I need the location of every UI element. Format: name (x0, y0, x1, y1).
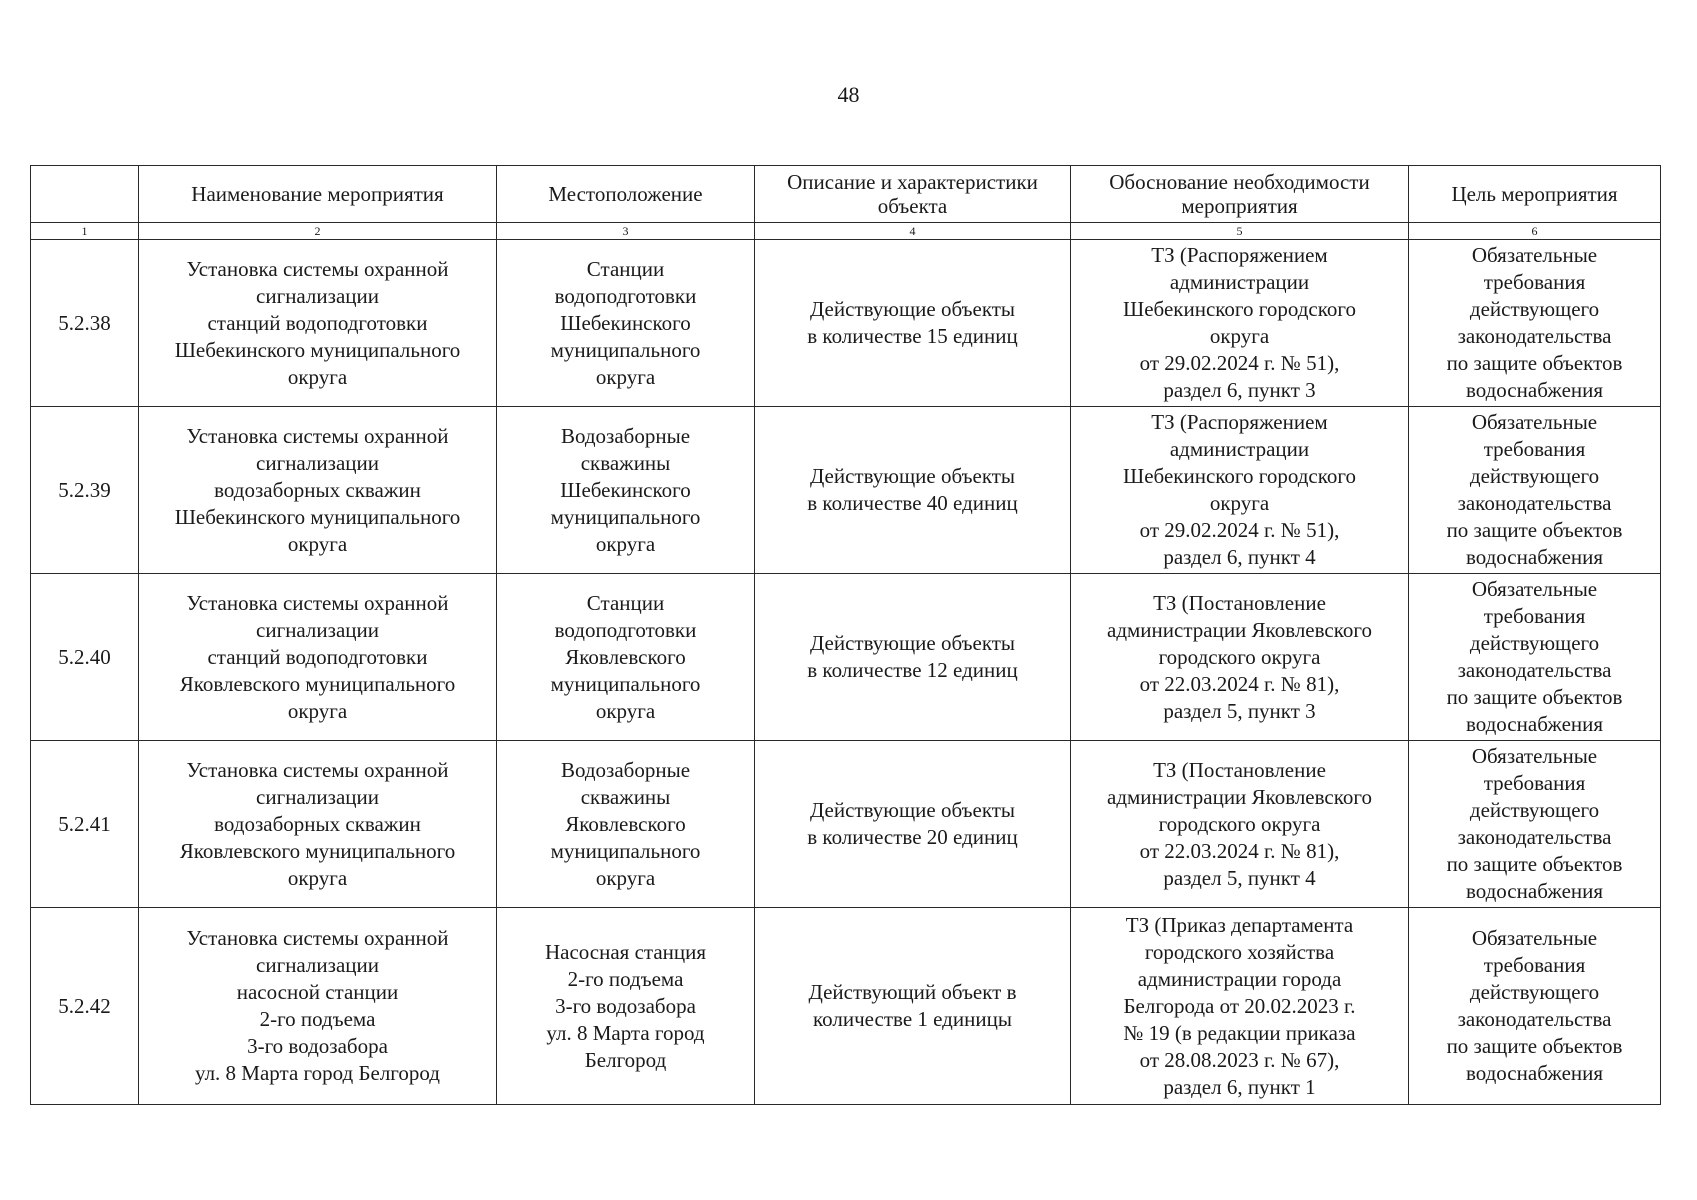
cell-line: раздел 5, пункт 4 (1163, 865, 1316, 890)
cell-line: от 22.03.2024 г. № 81), (1139, 671, 1340, 696)
row-number-cell: 5.2.40 (31, 574, 139, 741)
cell-line: в количестве 15 единиц (807, 324, 1018, 348)
cell-line: водозаборных скважин (214, 477, 421, 502)
cell-line: действующего (1469, 464, 1600, 488)
cell-line: водоподготовки (554, 283, 697, 308)
column-number-row (31, 223, 1661, 240)
cell-line: насосной станции (236, 980, 399, 1004)
cell-line: в количестве 12 единиц (807, 658, 1018, 682)
cell-line: округа (1209, 324, 1270, 348)
cell-line: округа (287, 531, 348, 556)
cell-line: скважины (580, 784, 671, 809)
cell-line: округа (595, 865, 656, 890)
cell-line: ТЗ (Распоряжением (1151, 243, 1328, 267)
cell-line: ТЗ (Приказ департамента (1125, 912, 1354, 937)
cell-line: в количестве 20 единиц (807, 825, 1018, 849)
cell-line: округа (1209, 491, 1270, 515)
cell-line: муниципального (550, 337, 701, 362)
cell-line: Действующие объекты (809, 798, 1016, 822)
cell-line: водоснабжения (1465, 1061, 1604, 1085)
cell-line: по защите объектов (1446, 685, 1623, 709)
column-number: 1 (31, 223, 139, 240)
cell-line: Обязательные (1471, 410, 1598, 434)
justification-cell (1071, 407, 1409, 574)
measure-name-cell (139, 574, 497, 741)
table-row (31, 741, 1661, 908)
cell-line: сигнализации (256, 784, 379, 809)
cell-line: водоподготовки (554, 617, 697, 642)
cell-line: Водозаборные (560, 423, 691, 448)
cell-line: Действующий объект в (808, 980, 1017, 1004)
measures-table (30, 165, 1661, 1105)
column-number: 3 (497, 223, 755, 240)
column-number: 5 (1071, 223, 1409, 240)
table-row (31, 240, 1661, 407)
cell-line: законодательства (1457, 825, 1612, 849)
cell-line: законодательства (1457, 658, 1612, 682)
row-number-cell: 5.2.38 (31, 240, 139, 407)
cell-line: количестве 1 единицы (813, 1007, 1012, 1031)
cell-line: по защите объектов (1446, 1034, 1623, 1058)
cell-line: Насосная станция (544, 939, 707, 964)
cell-line: Обязательные (1471, 577, 1598, 601)
cell-line: от 28.08.2023 г. № 67), (1139, 1047, 1340, 1072)
cell-line: Установка системы охранной (186, 590, 449, 615)
cell-line: администрации города (1137, 966, 1342, 991)
description-cell (755, 407, 1071, 574)
goal-cell (1409, 741, 1661, 908)
cell-line: ул. 8 Марта город Белгород (195, 1061, 440, 1085)
goal-cell (1409, 574, 1661, 741)
cell-line: раздел 6, пункт 3 (1163, 378, 1316, 402)
measure-name-cell (139, 908, 497, 1105)
goal-cell (1409, 240, 1661, 407)
cell-line: действующего (1469, 631, 1600, 655)
header-cell-number (31, 166, 139, 223)
measure-name-cell (139, 407, 497, 574)
cell-line: Яковлевского муниципального (179, 838, 456, 863)
cell-line: водозаборных скважин (214, 811, 421, 836)
justification-cell (1071, 240, 1409, 407)
cell-line: действующего (1469, 980, 1600, 1004)
cell-line: сигнализации (256, 617, 379, 642)
cell-line: законодательства (1457, 1007, 1612, 1031)
cell-line: сигнализации (256, 953, 379, 977)
column-number: 6 (1409, 223, 1661, 240)
cell-line: муниципального (550, 504, 701, 529)
cell-line: Обязательные (1471, 926, 1598, 950)
cell-line: Установка системы охранной (186, 926, 449, 950)
cell-line: действующего (1469, 297, 1600, 321)
cell-line: администрации (1169, 270, 1310, 294)
location-cell (497, 407, 755, 574)
cell-line: водоснабжения (1465, 378, 1604, 402)
location-cell (497, 908, 755, 1105)
header-cell-description: Описание и характеристики объекта (755, 166, 1071, 223)
justification-cell (1071, 574, 1409, 741)
location-cell (497, 574, 755, 741)
cell-line: скважины (580, 450, 671, 475)
cell-line: администрации Яковлевского (1107, 784, 1372, 809)
cell-line: Шебекинского муниципального (174, 337, 461, 362)
cell-line: округа (287, 698, 348, 723)
cell-line: Яковлевского (565, 644, 686, 669)
cell-line: городского округа (1158, 811, 1321, 836)
cell-line: округа (595, 531, 656, 556)
cell-line: 2-го подъема (567, 966, 684, 991)
cell-line: законодательства (1457, 324, 1612, 348)
table-row (31, 407, 1661, 574)
cell-line: ТЗ (Распоряжением (1151, 410, 1328, 434)
cell-line: Шебекинского (560, 310, 691, 335)
cell-line: Обязательные (1471, 744, 1598, 768)
cell-line: Яковлевского муниципального (179, 671, 456, 696)
cell-line: раздел 6, пункт 4 (1163, 545, 1316, 569)
cell-line: ул. 8 Марта город (546, 1020, 705, 1045)
cell-line: администрации (1169, 437, 1310, 461)
cell-line: сигнализации (256, 283, 379, 308)
cell-line: 2-го подъема (259, 1007, 376, 1031)
cell-line: от 22.03.2024 г. № 81), (1139, 838, 1340, 863)
cell-line: 3-го водозабора (555, 993, 696, 1018)
cell-line: водоснабжения (1465, 712, 1604, 736)
row-number-cell: 5.2.42 (31, 908, 139, 1105)
measure-name-cell (139, 240, 497, 407)
cell-line: городского округа (1158, 644, 1321, 669)
measure-name-cell (139, 741, 497, 908)
description-cell (755, 908, 1071, 1105)
cell-line: требования (1483, 953, 1586, 977)
page-number: 48 (837, 82, 860, 107)
header-cell-location: Местоположение (497, 166, 755, 223)
cell-line: от 29.02.2024 г. № 51), (1139, 351, 1340, 375)
cell-line: законодательства (1457, 491, 1612, 515)
column-number: 4 (755, 223, 1071, 240)
cell-line: требования (1483, 771, 1586, 795)
table-header-row (31, 166, 1661, 223)
cell-line: Установка системы охранной (186, 256, 449, 281)
cell-line: водоснабжения (1465, 879, 1604, 903)
cell-line: 3-го водозабора (247, 1034, 388, 1058)
cell-line: Водозаборные (560, 757, 691, 782)
cell-line: Действующие объекты (809, 464, 1016, 488)
cell-line: Станции (586, 590, 665, 615)
cell-line: № 19 (в редакции приказа (1123, 1020, 1356, 1045)
description-cell (755, 240, 1071, 407)
cell-line: требования (1483, 437, 1586, 461)
cell-line: в количестве 40 единиц (807, 491, 1018, 515)
cell-line: Шебекинского городского (1123, 464, 1356, 488)
cell-line: ТЗ (Постановление (1153, 757, 1326, 782)
cell-line: раздел 5, пункт 3 (1163, 698, 1316, 723)
cell-line: администрации Яковлевского (1107, 617, 1372, 642)
cell-line: по защите объектов (1446, 852, 1623, 876)
cell-line: станций водоподготовки (207, 310, 428, 335)
cell-line: действующего (1469, 798, 1600, 822)
cell-line: округа (595, 698, 656, 723)
cell-line: станций водоподготовки (207, 644, 428, 669)
cell-line: Обязательные (1471, 243, 1598, 267)
goal-cell (1409, 407, 1661, 574)
cell-line: Белгород (584, 1047, 667, 1072)
cell-line: требования (1483, 270, 1586, 294)
cell-line: водоснабжения (1465, 545, 1604, 569)
cell-line: Яковлевского (565, 811, 686, 836)
cell-line: сигнализации (256, 450, 379, 475)
cell-line: Шебекинского муниципального (174, 504, 461, 529)
cell-line: раздел 6, пункт 1 (1163, 1074, 1316, 1099)
description-cell (755, 741, 1071, 908)
table-row (31, 908, 1661, 1105)
cell-line: Шебекинского (560, 477, 691, 502)
cell-line: требования (1483, 604, 1586, 628)
goal-cell (1409, 908, 1661, 1105)
cell-line: по защите объектов (1446, 351, 1623, 375)
cell-line: Действующие объекты (809, 297, 1016, 321)
cell-line: Белгорода от 20.02.2023 г. (1123, 993, 1356, 1018)
cell-line: округа (595, 364, 656, 389)
cell-line: округа (287, 364, 348, 389)
cell-line: от 29.02.2024 г. № 51), (1139, 518, 1340, 542)
cell-line: Установка системы охранной (186, 757, 449, 782)
row-number-cell: 5.2.39 (31, 407, 139, 574)
cell-line: ТЗ (Постановление (1153, 590, 1326, 615)
cell-line: Действующие объекты (809, 631, 1016, 655)
cell-line: муниципального (550, 838, 701, 863)
cell-line: Станции (586, 256, 665, 281)
location-cell (497, 240, 755, 407)
cell-line: Установка системы охранной (186, 423, 449, 448)
cell-line: городского хозяйства (1144, 939, 1335, 964)
justification-cell (1071, 908, 1409, 1105)
justification-cell (1071, 741, 1409, 908)
cell-line: по защите объектов (1446, 518, 1623, 542)
table-row (31, 574, 1661, 741)
header-cell-goal: Цель мероприятия (1409, 166, 1661, 223)
cell-line: округа (287, 865, 348, 890)
header-cell-name: Наименование мероприятия (139, 166, 497, 223)
column-number: 2 (139, 223, 497, 240)
description-cell (755, 574, 1071, 741)
location-cell (497, 741, 755, 908)
row-number-cell: 5.2.41 (31, 741, 139, 908)
cell-line: Шебекинского городского (1123, 297, 1356, 321)
header-cell-justification: Обоснование необходимости мероприятия (1071, 166, 1409, 223)
cell-line: муниципального (550, 671, 701, 696)
